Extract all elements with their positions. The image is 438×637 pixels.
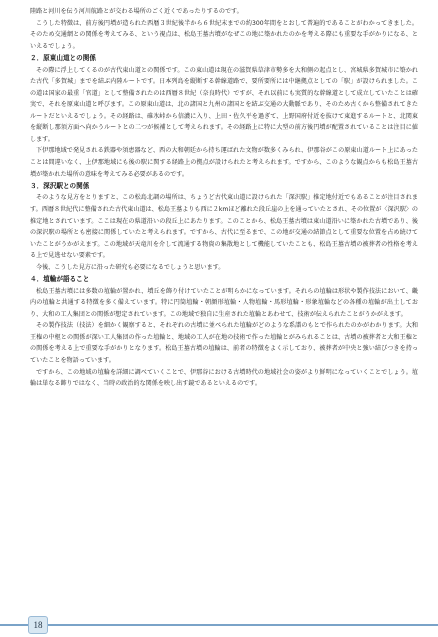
- paragraph-section-4b: その製作技法（技法）を細かく観察すると、それぞれの古墳に並べられた埴輪がどのような系譜のもとで作られたのかがわかります。大和王権の中枢との関係が深い工人集団の作った埴輪と、地域の工人が在地の技術で作った埴輪とがみられることは、古墳の被葬者と大和王権との関係を考える上で重要な手がかりとなります。松島王墓古墳の埴輪は、前者の特徴をよく示しており、被葬者が中央と強い結びつきを持っていたことを物語っています。: [30, 322, 418, 364]
- paragraph-continued: 陸路と河川を伝う河川航路とが交わる場所のごく近くであったりするのです。: [30, 8, 243, 15]
- section-heading-4: ４．埴輪が語ること: [30, 275, 90, 284]
- page-number: 18: [28, 616, 48, 634]
- paragraph-intro: こうした特徴は、前方後円墳が造られた西暦３世紀後半から６世紀末までの約300年間をとおして普遍的であることがわかってきました。そのため交通網との関係を考えてみる、という視点は、松島王墓古墳がなぜこの地に築かれたのかを考える際にも重要な手がかりになる、といえるでしょう。: [30, 19, 418, 50]
- paragraph-section-4c: ですから、この地域の埴輪を詳細に調べていくことで、伊那谷における古墳時代の地域社会の姿がより鮮明になっていくことでしょう。埴輪は単なる飾りではなく、当時の政治的な関係を映し出す鏡であるといえるのです。: [30, 368, 418, 388]
- section-heading-3: ３．深沢駅との関係: [30, 182, 90, 191]
- paragraph-section-3a: そのような見方をとりますと、この松島北調の場所は、ちょうど古代東山道に設けられた「深沢駅」推定地付近でもあることが注目されます。西暦８世紀代に整備された古代東山道は、松島王墓よりも西に２kmほど離れた段丘崖の上を通っていたとされ、その位置が〈深沢駅〉の推定地とされています。ここは現在の県道沿いの段丘上にあたります。このことから、松島王墓古墳は東山道沿いに築かれた古墳であり、後の深沢駅の場所とも密接に関係していたと考えられます。ですから、古代に至るまで、この地が交通の結節点として重要な位置を占め続けていたことがうかがえます。この地域が天竜川を介して流通する物資の集散地として機能していたことも、松島王墓古墳の被葬者の性格を考える上で見逃せない要素です。: [30, 194, 418, 260]
- page-footer: [0, 613, 438, 637]
- paragraph-section-4a: 松島王墓古墳には多数の埴輪が置かれ、墳丘を飾り付けていたことが明らかになっています。それらの埴輪は形状や製作技法において、畿内の埴輪と共通する特徴を多く備えています。特に円筒埴輪・朝顔形埴輪・人物埴輪・馬形埴輪・形象埴輪などの各種の埴輪が出土しており、大和の工人集団との関係が想定されています。この地域で独自に生産された埴輪とあわせて、技術が伝えられたことがうかがえます。: [30, 287, 418, 318]
- section-heading-2: ２．原東山道との関係: [30, 54, 96, 63]
- footer-rule: [0, 624, 438, 626]
- document-body: [30, 6, 418, 390]
- paragraph-section-2b: 下伊那地域で発見される鉄器や須恵器など、西の大和朝廷から持ち運ばれた文物が数多くみられ、伊那谷がこの原東山道ルート上にあったことは間違いなく、上伊那地域にも後の駅に関する経路上の拠点が設けられたと考えられます。ですから、このような観点からも松島王墓古墳が築かれた場所の意味を考えてみる必要があるのです。: [30, 147, 418, 178]
- paragraph-section-3b: 今後、こうした見方に沿った研究も必要になるでしょうと思います。: [36, 263, 225, 271]
- paragraph-section-2a: その際に浮上してくるのが古代東山道との関係です。この東山道は現在の滋賀県草津市勢多を大和側の起点とし、宮城県多賀城市に築かれた古代「多賀城」までを結ぶ内陸ルートです。日本列島を縦断する幹線道路で、要所要所には中継拠点としての「駅」が設けられました。この道は国家の最重「官道」として整備されたのは西暦８世紀（奈良時代）ですが、それ以前にも実質的な幹線道として成立していたことは確実で、それを原東山道と呼びます。この原東山道は、北の諸国と九州の諸国とを結ぶ交通の大動脈であり、そのため古くから整備されてきたルートだといえるでしょう。その経路は、碓氷峠から信濃に入り、上田・佐久平を過ぎて、上野国府付近を抜けて東進するルートと、北関東を縦断し那須方面へ向かうルートとの二つが候補として考えられます。その経路上に特に大型の前方後円墳が配置されていることは注目に値します。: [30, 66, 418, 143]
